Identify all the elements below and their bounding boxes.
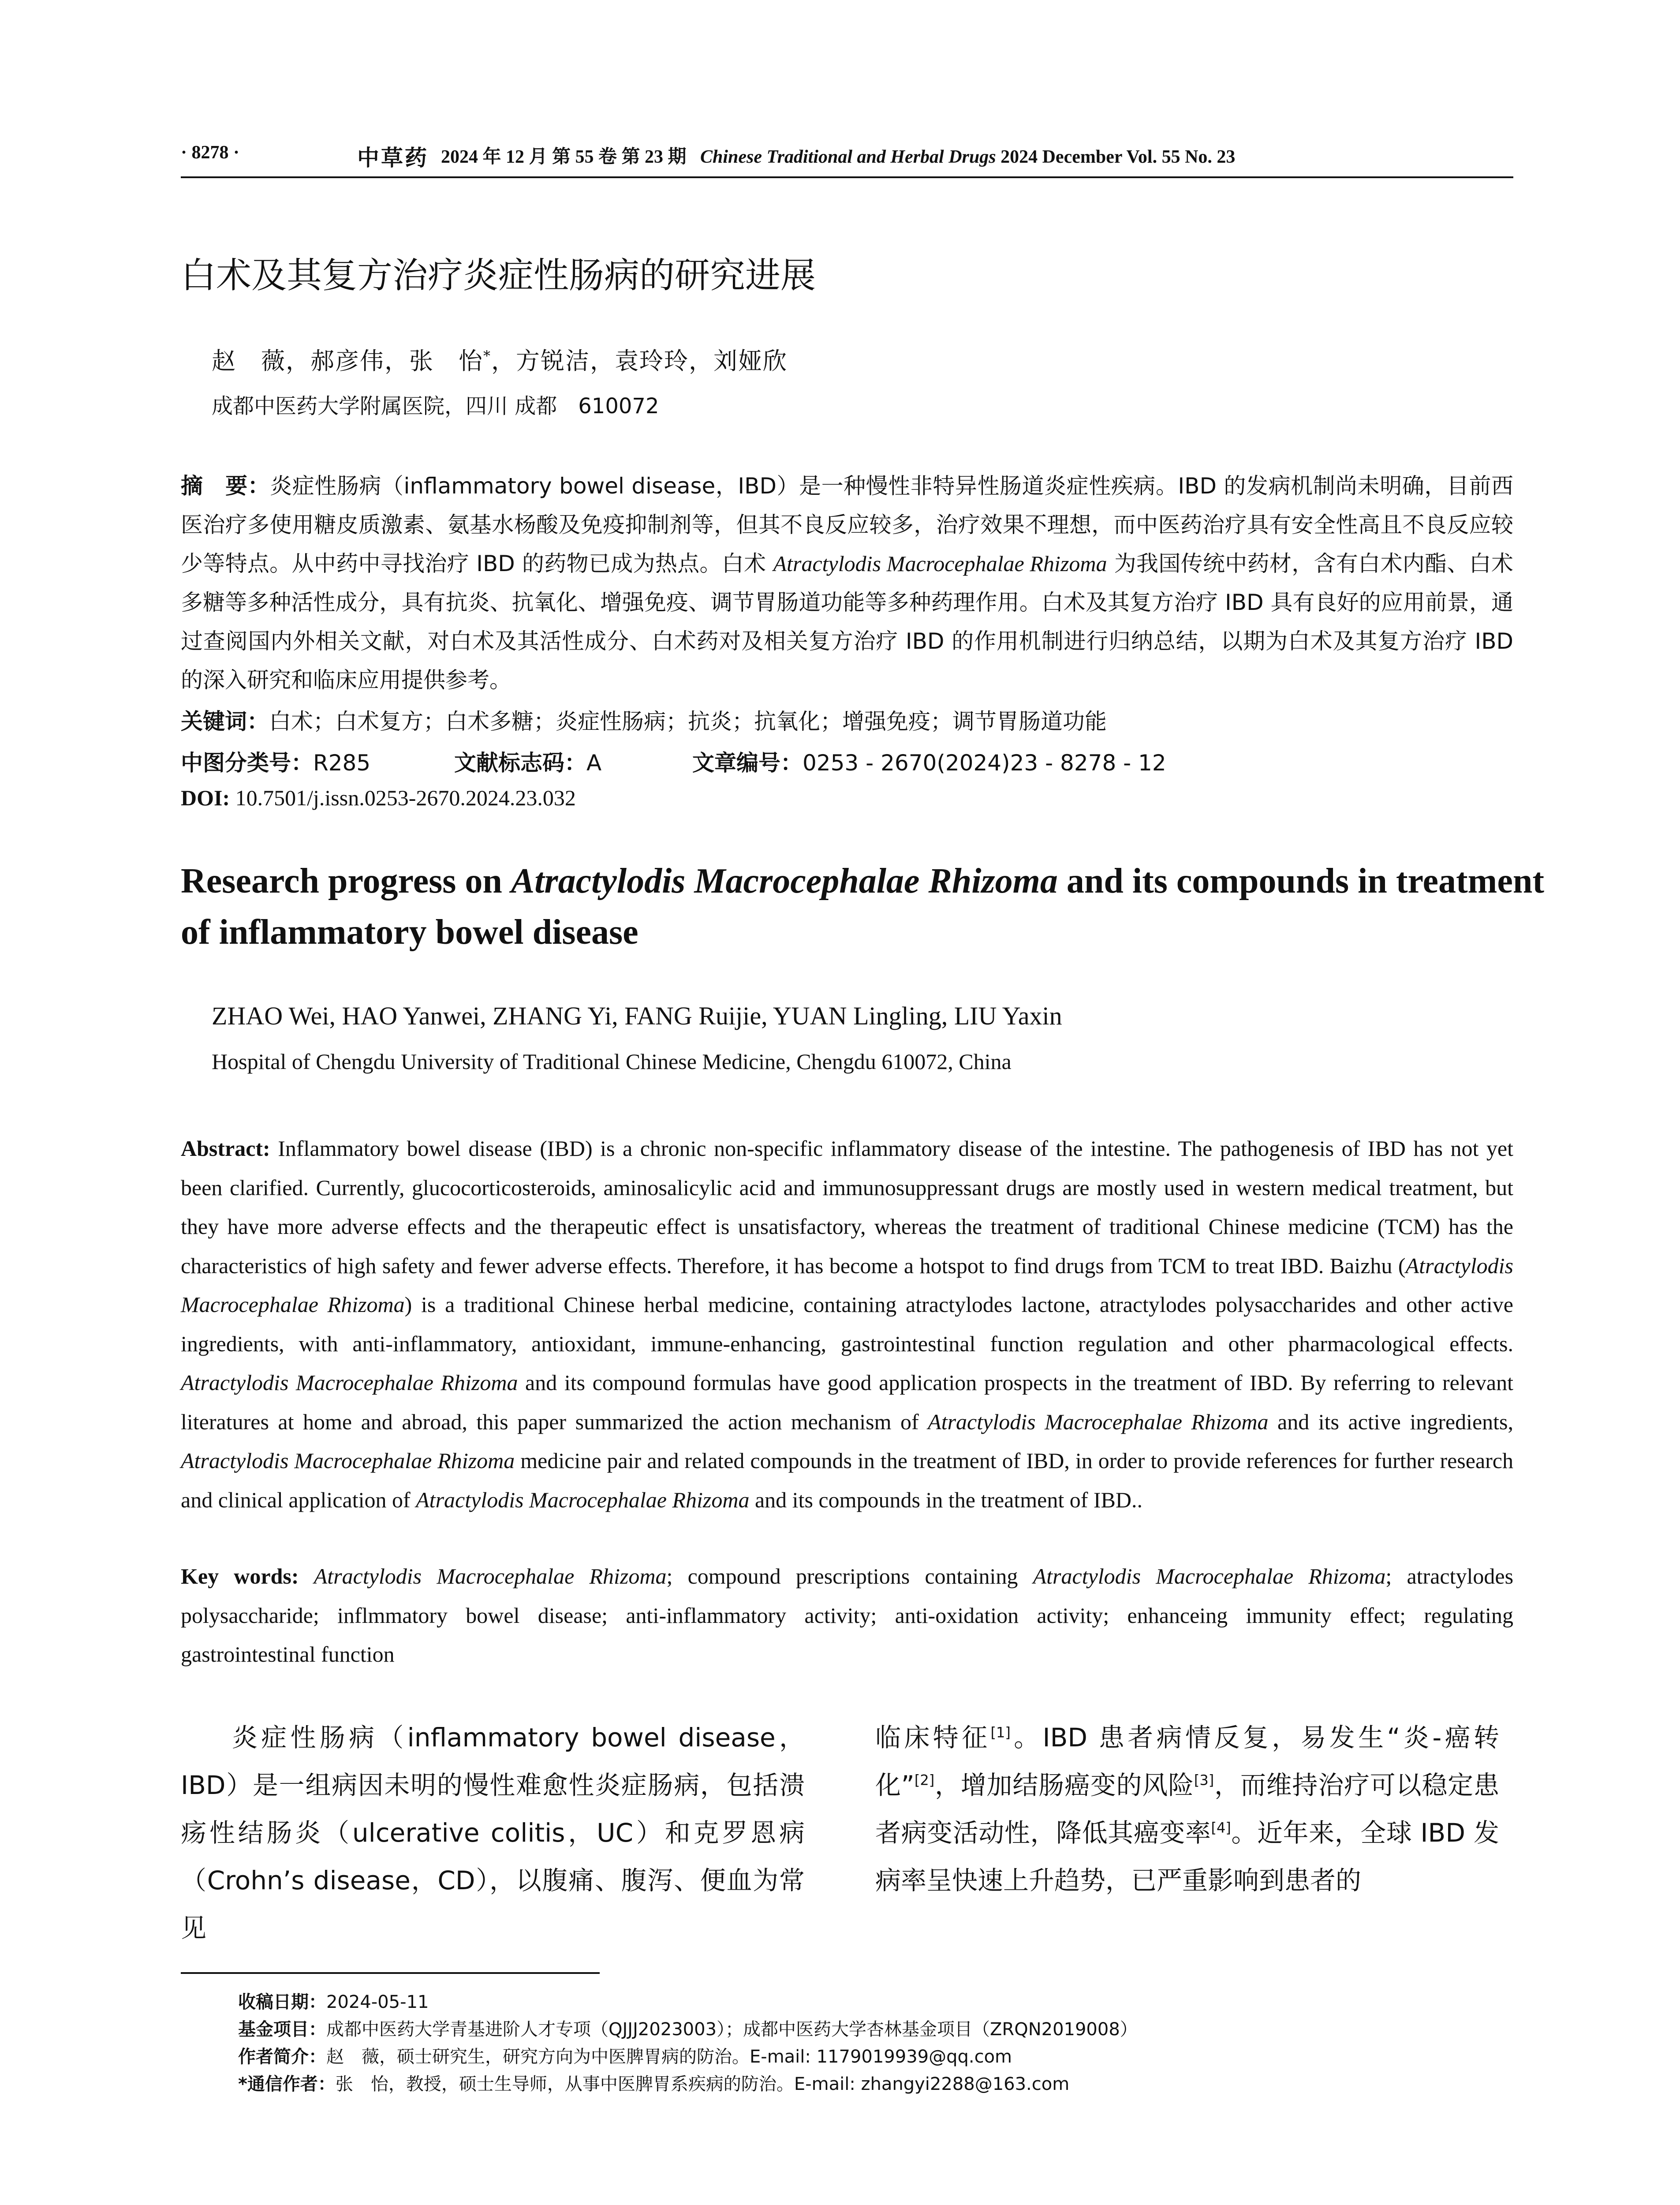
corresponding-mark: * [483,348,491,364]
keywords-zh [181,704,1513,736]
footnote-text: 张 怡，教授，硕士生导师，从事中医脾胃系疾病的防治。E-mail: zhangyi2288@163.com [335,2074,1070,2094]
abstract-en-text: and its active ingredients, [1268,1409,1513,1434]
title-en-text: Research progress on [181,862,511,901]
footnote-rule [181,1972,600,1974]
latin-name: Atractylodis Macrocephalae Rhizoma [181,1370,518,1395]
latin-name: Atractylodis Macrocephalae Rhizoma [511,862,1058,901]
abstract-en-text: and its compound formulas have good application prospects in the treatment of IBD. By referring to relevant literatures at home and abroad, this paper summarized the action mechanism of [181,1370,1514,1434]
authors-zh-part2: ，方锐洁，袁玲玲，刘娅欣 [491,347,788,375]
clc-label: 中图分类号： [181,750,313,776]
abstract-zh-text: 炎症性肠病（inflammatory bowel disease，IBD）是一种慢性非特异性肠道炎症性疾病。IBD 的发病机制尚未明确，目前西医治疗多使用糖皮质激素、氨基水杨酸及免疫抑制剂等，但其不良反应较多，治疗效果不理想，而中医药治疗具有安全性高且不良反应较少等特点。从中药中寻找治疗 IBD 的药物已成为热点。白术 [181,473,1514,576]
document-code [454,745,692,777]
doi [181,785,1513,811]
running-header [181,142,1513,168]
authors-en: ZHAO Wei, HAO Yanwei, ZHANG Yi, FANG Ruijie, YUAN Lingling, LIU Yaxin [212,1002,1062,1030]
page-number: · 8278 · [181,142,240,163]
footnote-fund [238,2015,1138,2041]
footnote-author-bio [238,2043,1012,2068]
latin-name: Atractylodis Macrocephalae Rhizoma [1033,1564,1386,1588]
citation-ref[interactable]: [2] [914,1771,935,1789]
affiliation-en: Hospital of Chengdu University of Traditional Chinese Medicine, Chengdu 610072, China [212,1049,1012,1074]
footnote-received [238,1988,429,2013]
journal-logo: 中草药 [357,146,429,170]
journal-date-en: 2024 December Vol. 55 No. 23 [1001,147,1236,167]
keywords-en-text: ; atractylodes polysaccharide; inflmmatory bowel disease; anti-inflammatory activity; anti-oxidation activity; enhanceing immunity effect; regulating gastrointestinal function [181,1564,1514,1667]
title-zh: 白术及其复方治疗炎症性肠病的研究进展 [181,255,816,296]
header-rule [181,176,1513,178]
latin-name: Atractylodis Macrocephalae Rhizoma [416,1487,750,1512]
journal-citation [441,142,1235,168]
art-value: 0253 - 2670(2024)23 - 8278 - 12 [803,750,1166,776]
affiliation-zh: 成都中医药大学附属医院，四川 成都 610072 [212,394,659,419]
doc-value: A [586,750,602,776]
abstract-en-text: Inflammatory bowel disease (IBD) is a chronic non-specific inflammatory disease of the intestine. The pathogenesis of IBD has not yet been clarified. Currently, glucocorticosteroids, aminosalicylic acid and immunosuppressant drugs are mostly used in western medical treatment, but they have more adverse effects and the therapeutic effect is unsatisfactory, whereas the treatment of traditional Chinese medicine (TCM) has the characteristics of high safety and fewer adverse effects. Therefore, it has become a hotspot to find drugs from TCM to treat IBD. Baizhu ( [181,1136,1513,1278]
latin-name: Atractylodis Macrocephalae Rhizoma [773,551,1107,576]
body-text: ，增加结肠癌变的风险 [934,1770,1194,1800]
abstract-en [181,1129,1513,1519]
keywords-en-text: ; compound prescriptions containing [666,1564,1033,1588]
keywords-en-label: Key words: [181,1564,299,1588]
abstract-zh-text: 为我国传统中药材，含有白术内酯、白术多糖等多种活性成分，具有抗炎、抗氧化、增强免疫、调节胃肠道功能等多种药理作用。白术及其复方治疗 IBD 具有良好的应用前景，通过查阅国内外相关文献，对白术及其活性成分、白术药对及相关复方治疗 IBD 的作用机制进行归纳总结，以期为白术及其复方治疗 IBD 的深入研究和临床应用提供参考。 [181,551,1513,693]
abstract-en-text: and its compounds in the treatment of IBD.. [749,1487,1142,1512]
abstract-zh [181,467,1513,699]
latin-name: Atractylodis Macrocephalae Rhizoma [181,1448,515,1473]
citation-ref[interactable]: [3] [1194,1771,1214,1789]
abstract-en-text: medicine pair and related compounds in the treatment of IBD, in order to provide references for further research and clinical application of [181,1448,1513,1512]
footnote-label: *通信作者： [238,2074,336,2094]
footnote-text: 赵 薇，硕士研究生，研究方向为中医脾胃病的防治。E-mail: 1179019939@qq.com [326,2047,1012,2067]
body-text: 。近年来，全球 IBD 发病率呈快速上升趋势，已严重影响到患者的 [875,1818,1499,1895]
body-column-left: 炎症性肠病（inflammatory bowel disease，IBD）是一组病因未明的慢性难愈性炎症肠病，包括溃疡性结肠炎（ulcerative colitis，UC）和克罗恩病（Crohn’s disease，CD），以腹痛、腹泻、便血为常见 [181,1723,805,1943]
keywords-zh-label: 关键词： [181,709,269,734]
footnote-text: 2024-05-11 [326,1992,429,2012]
authors-zh [212,342,788,376]
footnote-label: 收稿日期： [238,1992,326,2012]
doi-label: DOI: [181,785,230,810]
art-label: 文章编号： [692,750,803,776]
article-number [692,745,1166,777]
footnote-label: 基金项目： [238,2019,326,2040]
footnote-label: 作者简介： [238,2047,326,2067]
footnote-text: 成都中医药大学青基进阶人才专项（QJJJ2023003）；成都中医药大学杏林基金项目（ZRQN2019008） [326,2019,1138,2040]
body-text: 。IBD 患者病情反复，易发生“炎-癌转化” [875,1723,1499,1800]
body-text: ，而维持治疗可以稳定患者病变活动性，降低其癌变率 [875,1770,1499,1848]
footnote-corresponding [238,2070,1069,2095]
latin-name: Atractylodis Macrocephalae Rhizoma [314,1564,667,1588]
clc-value: R285 [313,750,371,776]
latin-name: Atractylodis Macrocephalae Rhizoma [928,1409,1269,1434]
abstract-en-label: Abstract: [181,1136,270,1161]
title-en-text: and its compounds in treatment of inflammatory bowel disease [181,862,1544,952]
latin-name: Atractylodis Macrocephalae Rhizoma [181,1253,1513,1317]
authors-zh-part1: 赵 薇，郝彦伟，张 怡 [212,347,483,375]
clc-number [181,745,454,777]
journal-info-zh: 2024 年 12 月 第 55 卷 第 23 期 [441,147,687,167]
abstract-en-text: ) is a traditional Chinese herbal medicine, containing atractylodes lactone, atractylodes polysaccharides and other active ingredients, with anti-inflammatory, antioxidant, immune-enhancing, gastrointestinal function regulation and other pharmacological effects. [181,1292,1513,1356]
doi-link[interactable]: 10.7501/j.issn.0253-2670.2024.23.032 [230,785,576,810]
title-en [181,856,1548,958]
body-text: 临床特征 [875,1723,991,1753]
keywords-zh-text: 白术；白术复方；白术多糖；炎症性肠病；抗炎；抗氧化；增强免疫；调节胃肠道功能 [269,709,1107,734]
doc-label: 文献标志码： [454,750,586,776]
body-column-right [875,1714,1499,1904]
keywords-en [181,1557,1513,1674]
citation-ref[interactable]: [4] [1211,1819,1231,1836]
classification-line [181,745,1513,777]
journal-name-en: Chinese Traditional and Herbal Drugs [700,147,996,167]
abstract-zh-label: 摘 要： [181,473,270,499]
citation-ref[interactable]: [1] [990,1724,1011,1741]
